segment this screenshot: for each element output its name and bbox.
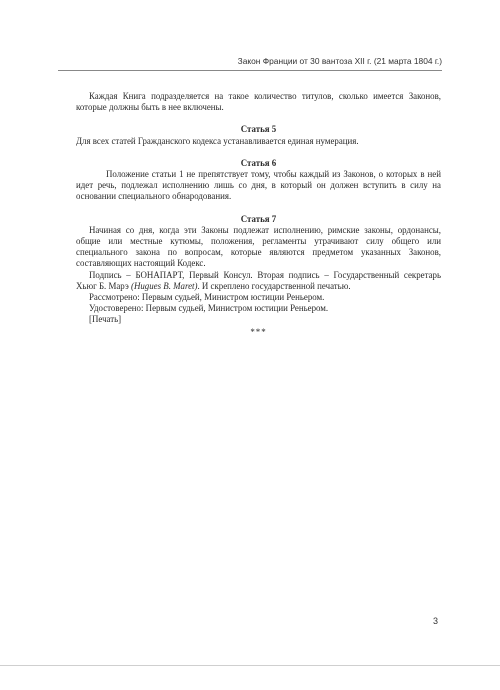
article-5-text: Для всех статей Гражданского кодекса устанавливается единая нумерация. [76,135,359,146]
header-rule [58,70,442,71]
signature-latin-name: (Hugues B. Maret) [131,280,198,291]
section-separator: *** [250,326,267,337]
article-7-heading: Статья 7 [240,213,277,224]
document-body [76,91,441,338]
page-number: 3 [432,616,438,626]
reviewed-line: Рассмотрено: Первым судьей, Министром юстиции Реньером. [89,292,325,303]
certified-line: Удостоверено: Первым судьей, Министром юстиции Реньером. [89,303,329,314]
running-header: Закон Франции от 30 вантоза XII г. (21 марта 1804 г.) [237,56,442,66]
intro-paragraph: Каждая Книга подразделяется на такое количество титулов, сколько имеется Законов, которые должны быть в нее включены. [76,91,441,113]
signature-text: Подпись – БОНАПАРТ, Первый Консул. Вторая подпись – Государственный секретарь Хьюг Б. Марэ [76,269,441,291]
article-5-heading: Статья 5 [240,124,277,135]
article-6-text: Положение статьи 1 не препятствует тому, чтобы каждый из Законов, о которых в ней идет речь, подлежал исполнению лишь со дня, в который он должен вступить в силу на основании специального обнародования. [76,169,441,202]
seal-line: [Печать] [89,314,122,325]
article-6-heading: Статья 6 [240,157,277,168]
signature-paragraph [76,270,441,292]
bottom-rule [0,665,500,666]
signature-text-end: . И скреплено государственной печатью. [197,280,351,291]
article-7-text: Начиная со дня, когда эти Законы подлежат исполнению, римские законы, ордонансы, общие или местные кутюмы, положения, регламенты утрачивают силу общего или специального закона по вопросам, которые являются предметом указанных Законов, составляющих настоящий Кодекс. [76,224,441,269]
